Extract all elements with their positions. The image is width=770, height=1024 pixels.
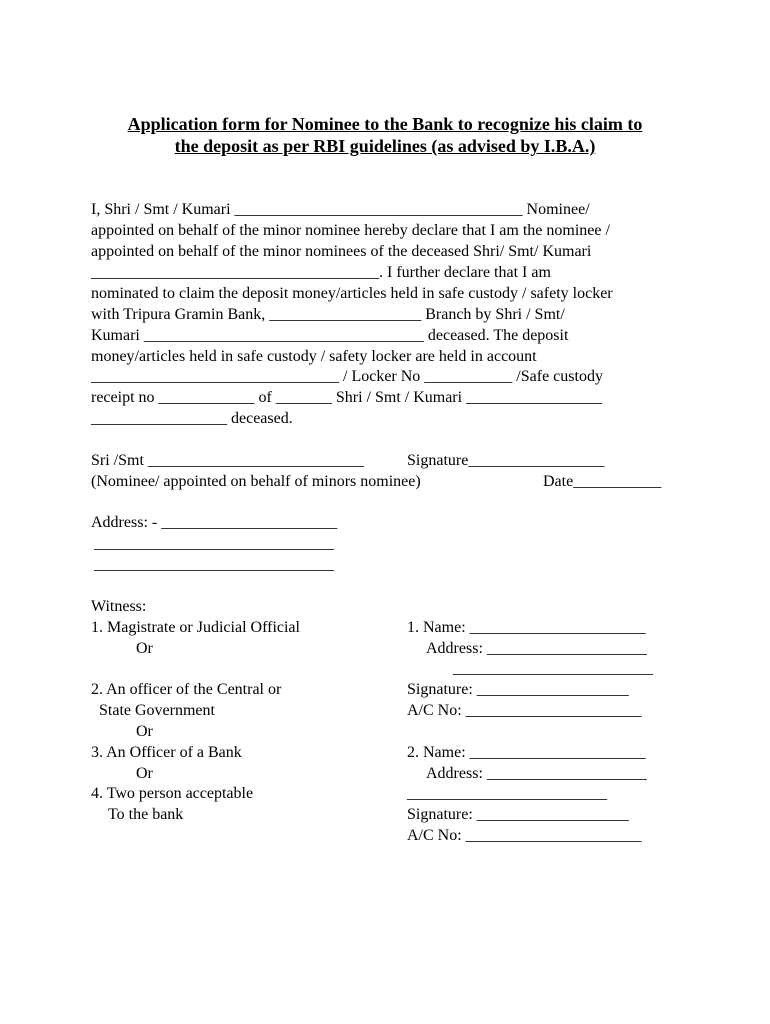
witness-option: 2. An officer of the Central or bbox=[91, 681, 282, 698]
witness-option: To the bank bbox=[108, 806, 184, 823]
address-line-3: ______________________________ bbox=[94, 556, 334, 573]
witness-2-signature: Signature: ___________________ bbox=[407, 806, 629, 823]
form-title-line-1: Application form for Nominee to the Bank to recognize his claim to bbox=[127, 114, 643, 134]
witness-1-name: 1. Name: ______________________ bbox=[407, 619, 646, 636]
witness-or: Or bbox=[136, 765, 153, 782]
declaration-line: _______________________________ / Locker No ___________ /Safe custody bbox=[91, 368, 603, 385]
witness-1-signature: Signature: ___________________ bbox=[407, 681, 629, 698]
witness-2-ac-no: A/C No: ______________________ bbox=[407, 827, 642, 844]
witness-2-address-line-2: _________________________ bbox=[407, 785, 607, 802]
nominee-note: (Nominee/ appointed on behalf of minors nominee) bbox=[91, 473, 421, 490]
nominee-signature-field: Signature_________________ bbox=[407, 452, 605, 469]
declaration-line: with Tripura Gramin Bank, ___________________ Branch by Shri / Smt/ bbox=[91, 306, 565, 323]
witness-2-address: Address: ____________________ bbox=[426, 765, 647, 782]
declaration-line: I, Shri / Smt / Kumari ____________________________________ Nominee/ bbox=[91, 201, 590, 218]
witness-heading: Witness: bbox=[91, 598, 147, 615]
form-title bbox=[91, 113, 679, 157]
declaration-line: nominated to claim the deposit money/articles held in safe custody / safety locker bbox=[91, 285, 613, 302]
declaration-line: appointed on behalf of the minor nominee hereby declare that I am the nominee / bbox=[91, 222, 610, 239]
declaration-line: ____________________________________. I further declare that I am bbox=[91, 264, 551, 281]
sri-smt-field: Sri /Smt ___________________________ bbox=[91, 452, 364, 469]
declaration-line: appointed on behalf of the minor nominees of the deceased Shri/ Smt/ Kumari bbox=[91, 243, 592, 260]
declaration-line: receipt no ____________ of _______ Shri / Smt / Kumari _________________ bbox=[91, 389, 603, 406]
witness-1-ac-no: A/C No: ______________________ bbox=[407, 702, 642, 719]
form-title-line-2: the deposit as per RBI guidelines (as advised by I.B.A.) bbox=[174, 136, 596, 156]
declaration-line: Kumari ___________________________________ deceased. The deposit bbox=[91, 327, 569, 344]
declaration-line: money/articles held in safe custody / safety locker are held in account bbox=[91, 348, 537, 365]
witness-or: Or bbox=[136, 640, 153, 657]
witness-or: Or bbox=[136, 723, 153, 740]
witness-option: 3. An Officer of a Bank bbox=[91, 744, 242, 761]
witness-option: 1. Magistrate or Judicial Official bbox=[91, 619, 300, 636]
witness-2-name: 2. Name: ______________________ bbox=[407, 744, 646, 761]
date-field: Date___________ bbox=[543, 473, 662, 490]
witness-option: 4. Two person acceptable bbox=[91, 785, 254, 802]
address-line-2: ______________________________ bbox=[94, 535, 334, 552]
witness-1-address: Address: ____________________ bbox=[426, 640, 647, 657]
witness-option: State Government bbox=[99, 702, 215, 719]
address-field: Address: - ______________________ bbox=[91, 514, 338, 531]
witness-1-address-line-2: _________________________ bbox=[453, 660, 653, 677]
declaration-line: _________________ deceased. bbox=[91, 410, 293, 427]
